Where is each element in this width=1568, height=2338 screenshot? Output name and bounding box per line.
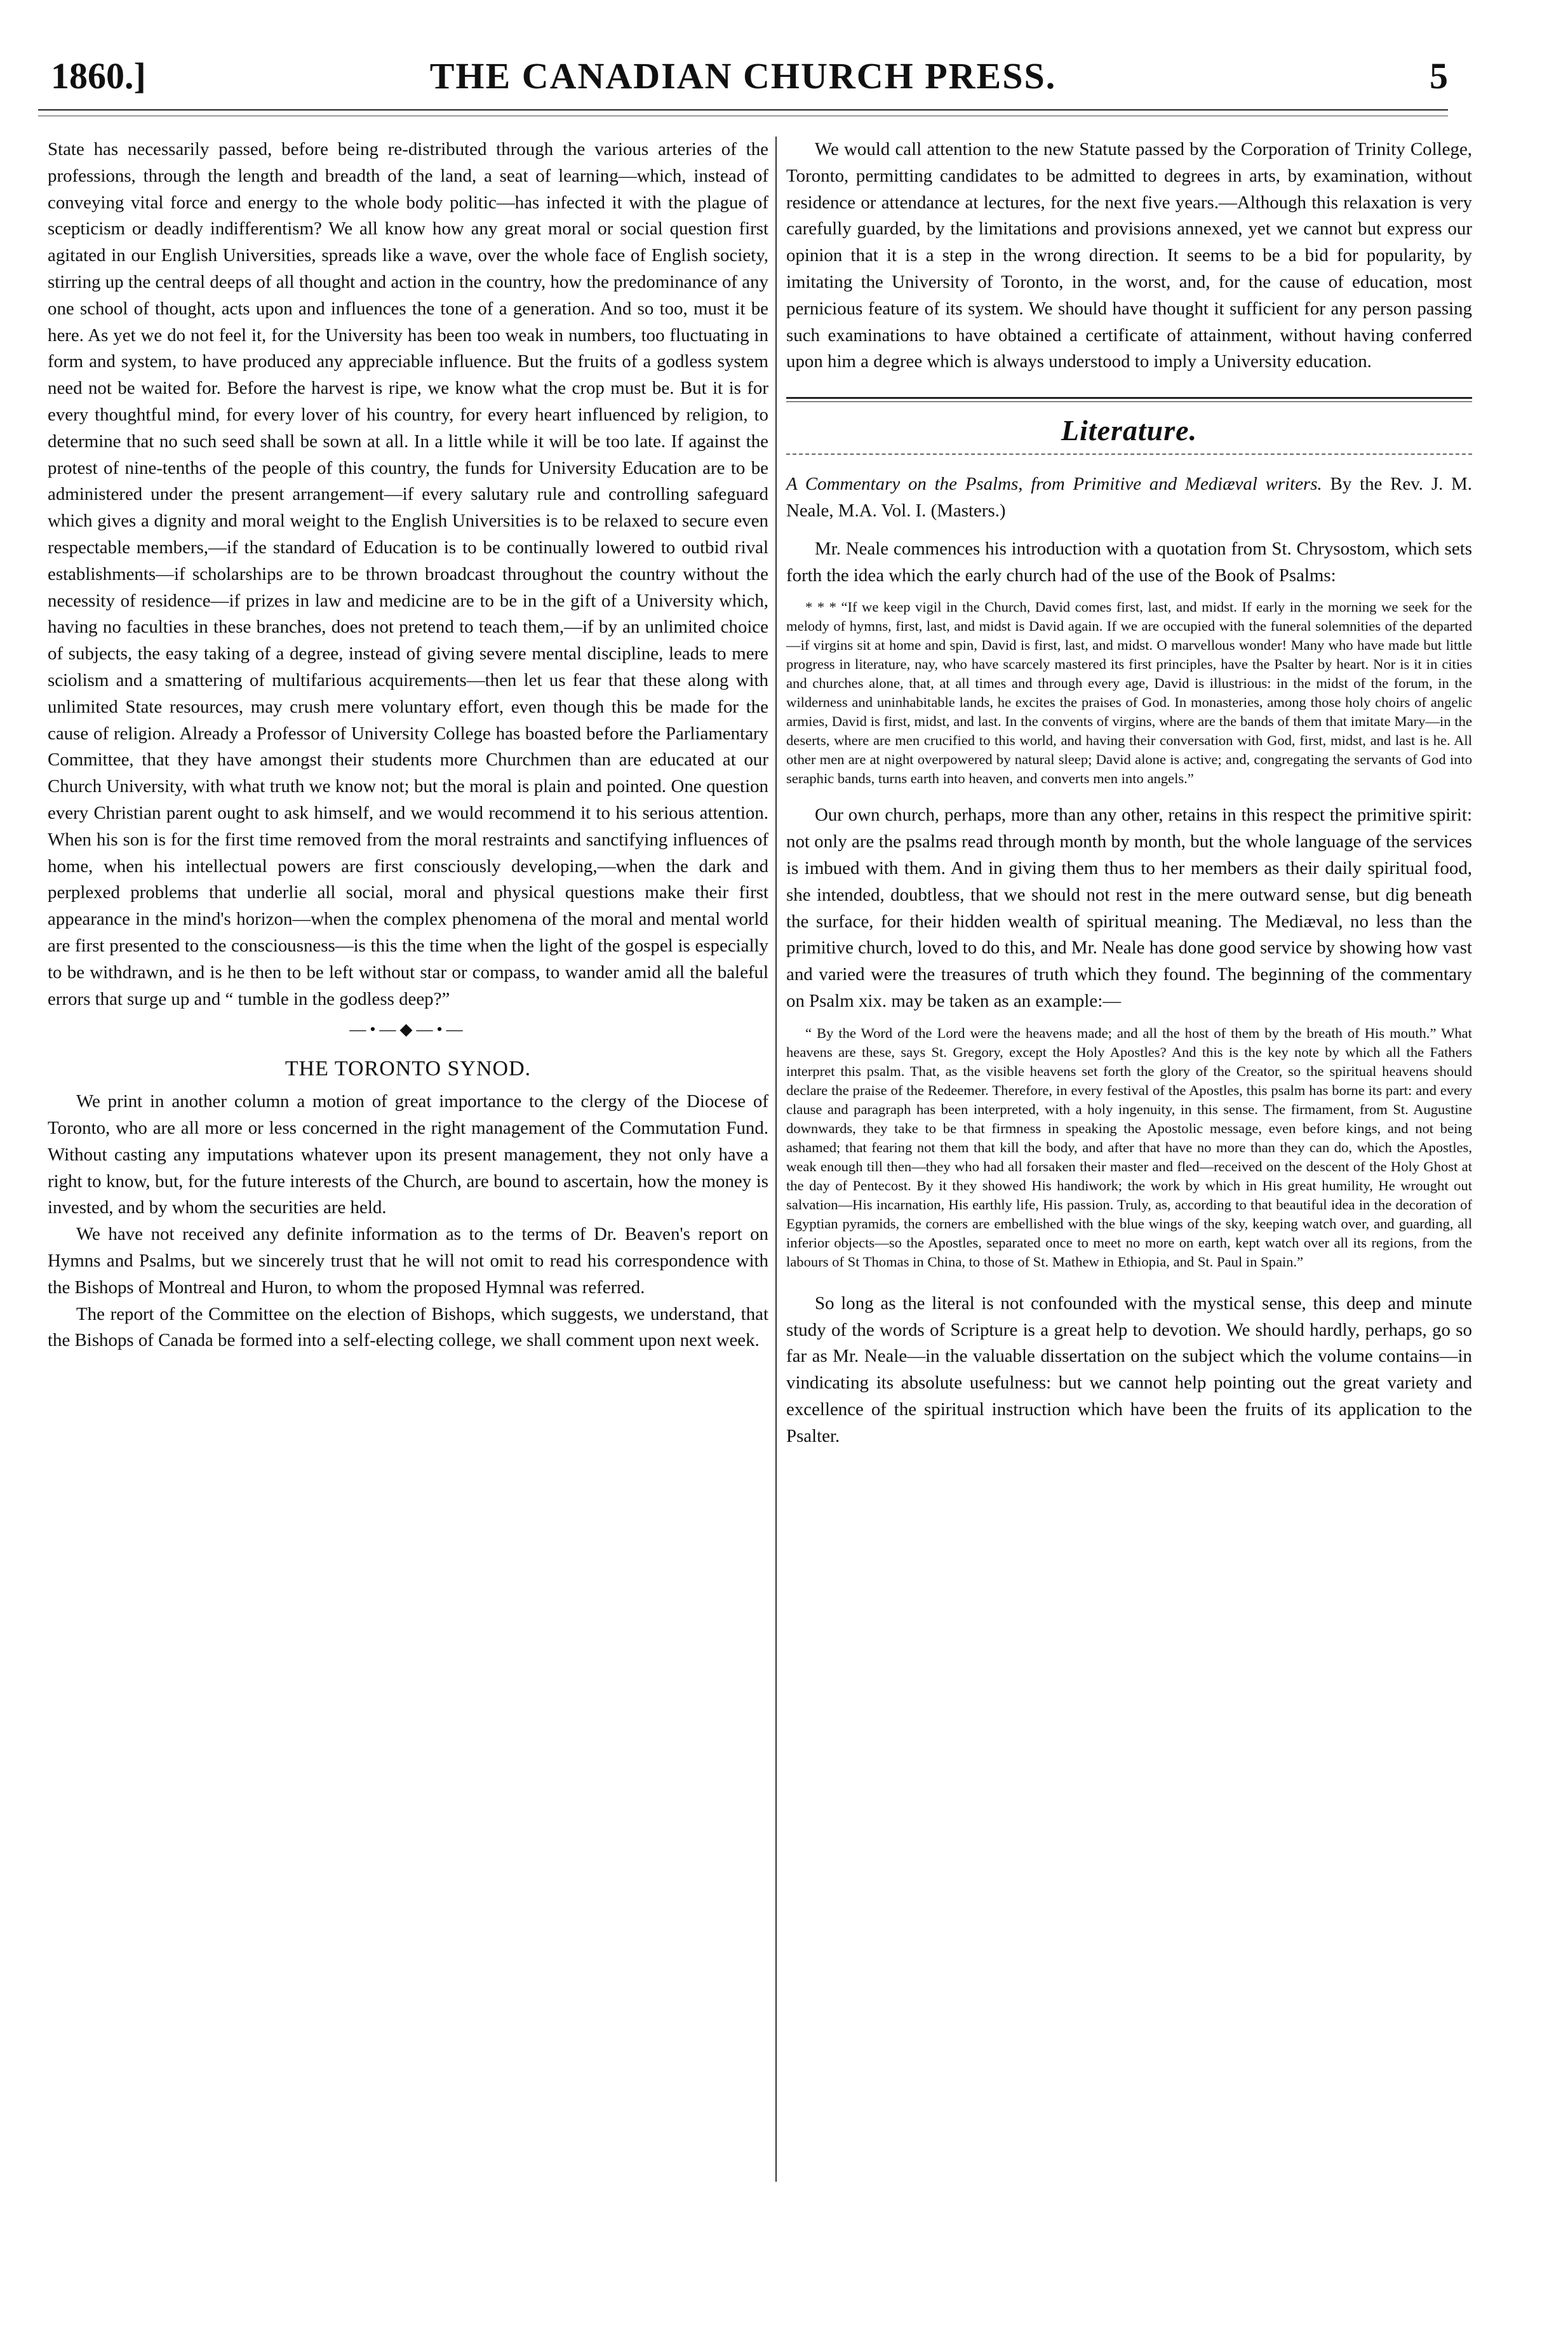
section-ornament: —•—◆—•—: [349, 1020, 467, 1039]
review-paragraph-2: Our own church, perhaps, more than any other, retains in this respect the primitive spirit: not only are the psalms read through month by month, but the whole language of the services is imbued with them. And in giving them thus to her members as their daily spiritual food, she intended, doubtless, that we should not rest in the mere outward sense, but dig beneath the surface, for their hidden wealth of spiritual meaning. The Mediæval, no less than the primitive church, loved to do this, and Mr. Neale has done good service by showing how vast and varied were the treasures of truth which they found. The beginning of the commentary on Psalm xix. may be taken as an example:—: [786, 805, 1472, 1011]
psalm-commentary-quote: “ By the Word of the Lord were the heavens made; and all the host of them by the breath of His mouth.” What heavens are these, says St. Gregory, except the Holy Apostles? And this is the key note by which all the Fathers interpret this psalm. That, as the visible heavens set forth the glory of the Creator, so the spiritual heavens should declare the praise of the Redeemer. Therefore, in every festival of the Apostles, this psalm has borne its part: and every clause and paragraph has been interpreted, with a holy ingenuity, in this sense. The firmament, from St. Augustine downwards, they take to be that firmness in speaking the Apostolic message, even before kings, and not being ashamed; that fearing not them that kill the body, and after that have no more than they can do, which the Apostles, weak enough till then—they who had all forsaken their master and fled—received on the descent of the Holy Ghost at the day of Pentecost. By it they showed His handiwork; the work by which in His great humility, He wrought out salvation—His incarnation, His earthly life, His passion. Truly, as, according to that beautiful idea in the decoration of Egyptian pyramids, the corners are embellished with the blue wings of the sky, keeping watch over, and guarding, all inferior objects—so the Apostles, separated once to meet no more on earth, kept watch over all its regions, from the labours of St Thomas in China, to those of St. Mathew in Ethiopia, and St. Paul in Spain.”: [786, 1025, 1472, 1270]
issue-year: 1860.]: [51, 55, 146, 97]
section-dash-rule: [786, 453, 1472, 455]
trinity-college-paragraph: We would call attention to the new Statute passed by the Corporation of Trinity College, Toronto, permitting candidates to be admitted to degrees in arts, by examination, without residence or attendance at lectures, for the next five years.—Although this relaxation is very carefully guarded, by the limitations and provisions annexed, yet we cannot but express our opinion that it is a step in the wrong direction. It seems to be a bid for popularity, by imitating the University of Toronto, in the worst, and, for the cause of education, most pernicious feature of its system. We should have thought it sufficient for any person passing such examinations to have obtained a certificate of attainment, without having conferred upon him a degree which is always understood to imply a University education.: [786, 139, 1472, 372]
page-number: 5: [1430, 55, 1448, 97]
right-column: [786, 137, 1472, 1450]
section-rule: [786, 397, 1472, 402]
synod-paragraph-2: We have not received any definite information as to the terms of Dr. Beaven's report on Hymns and Psalms, but we sincerely trust that he will not omit to read his correspondence with the Bishops of Montreal and Huron, to whom the proposed Hymnal was referred.: [48, 1224, 768, 1298]
review-intro-paragraph: Mr. Neale commences his introduction with a quotation from St. Chrysostom, which sets forth the idea which the early church had of the use of the Book of Psalms:: [786, 538, 1472, 586]
masthead-title: THE CANADIAN CHURCH PRESS.: [429, 55, 1057, 97]
header-rule: [38, 109, 1448, 111]
left-column: [48, 137, 768, 1354]
column-divider: [775, 137, 777, 2182]
literature-heading: Literature.: [1061, 414, 1198, 447]
chrysostom-quote: * * * “If we keep vigil in the Church, David comes first, last, and midst. If early in the morning we seek for the melody of hymns, first, last, and midst is David again. If we are occupied with the funeral solemnities of the departed—if virgins sit at home and spin, David is first, last, and midst. O marvellous wonder! Many who have made but little progress in literature, nay, who have scarcely mastered its first principles, have the Psalter by heart. Nor is it in cities and churches alone, that, at all times and through every age, David is illustrious: in the midst of the forum, in the wilderness and uninhabitable lands, he excites the praises of God. In monasteries, among those holy choirs of angelic armies, David is first, midst, and last. In the convents of virgins, where are the bands of them that imitate Mary—in the deserts, where are men crucified to this world, and having their conversation with God, first, midst, and last is he. All other men are at night overpowered by natural sleep; David alone is active; and, congregating the servants of God into seraphic bands, turns earth into heaven, and converts men into angels.”: [786, 599, 1472, 787]
review-heading: [786, 471, 1472, 525]
review-paragraph-3: So long as the literal is not confounded with the mystical sense, this deep and minute study of the words of Scripture is a great help to devotion. We should hardly, perhaps, go so far as Mr. Neale—in the valuable dissertation on the subject which the volume contains—in vindicating its absolute usefulness: but we cannot help pointing out the great variety and excellence of the spiritual instruction which have been the fruits of its application to the Psalter.: [786, 1293, 1472, 1446]
university-editorial-paragraph: State has necessarily passed, before being re-distributed through the various arteries of the professions, through the length and breadth of the land, a seat of learning—which, instead of conveying vital force and energy to the whole body politic—has infected it with the plague of scepticism or deadly indifferentism? We all know how any great moral or social question first agitated in our English Universities, spreads like a wave, over the whole face of English society, stirring up the central deeps of all thought and action in the country, how the predominance of any one school of thought, acts upon and influences the tone of a generation. And so too, must it be here. As yet we do not feel it, for the University has been too weak in numbers, too fluctuating in form and system, to have produced any appreciable influence. But the fruits of a godless system need not be waited for. Before the harvest is ripe, we know what the crop must be. But it is for every thoughtful mind, for every lover of his country, for every heart influenced by religion, to determine that no such seed shall be sown at all. In a little while it will be too late. If against the protest of nine-tenths of the people of this country, the funds for University Education are to be administered under the present arrangement—if every salutary rule and controlling safeguard which gives a dignity and moral weight to the English Universities is to be relaxed to secure even respectable members,—if the standard of Education is to be continually lowered to outbid rival establishments—if scholarships are to be thrown broadcast throughout the country without the necessity of residence—if prizes in law and medicine are to be in the gift of a University which, having no faculties in these branches, does not pretend to teach them,—if by an unlimited choice of subjects, the easy taking of a degree, instead of giving severe mental discipline, leads to mere sciolism and a smattering of multifarious acquirements—then let us fear that these along with unlimited State resources, may crush mere voluntary effort, even though this be made for the cause of religion. Already a Professor of University College has boasted before the Parliamentary Committee, that they have amongst their students more Churchmen than are educated at our Church University, with what truth we know not; but the moral is plain and pointed. One question every Christian parent ought to ask himself, and we would recommend it to his serious attention. When his son is for the first time removed from the moral restraints and sanctifying influences of home, when his intellectual powers are first consciously developing,—when the dark and perplexed problems that underlie all social, moral and physical questions make their first appearance in the mind's horizon—when the complex phenomena of the moral and mental world are first presented to the consciousness—is this the time when the light of the gospel is especially to be withdrawn, and is he then to be left without star or compass, to wander amid all the baleful errors that surge up and “ tumble in the godless deep?”: [48, 139, 768, 1009]
toronto-synod-heading: THE TORONTO SYNOD.: [285, 1057, 532, 1081]
synod-paragraph-1: We print in another column a motion of great importance to the clergy of the Diocese of Toronto, who are all more or less concerned in the right management of the Commutation Fund. Without casting any imputations whatever upon its present management, they not only have a right to know, but, for the future interests of the Church, are bound to ascertain, how the money is invested, and by whom the securities are held.: [48, 1091, 768, 1218]
synod-paragraph-3: The report of the Committee on the election of Bishops, which suggests, we understand, that the Bishops of Canada be formed into a self-electing college, we shall comment upon next week.: [48, 1303, 768, 1351]
page-header: [38, 51, 1448, 108]
review-title: A Commentary on the Psalms, from Primitive and Mediæval writers.: [786, 474, 1322, 495]
review-byline: By the Rev. J. M. Neale, M.A. Vol. I. (Masters.): [786, 474, 1472, 521]
